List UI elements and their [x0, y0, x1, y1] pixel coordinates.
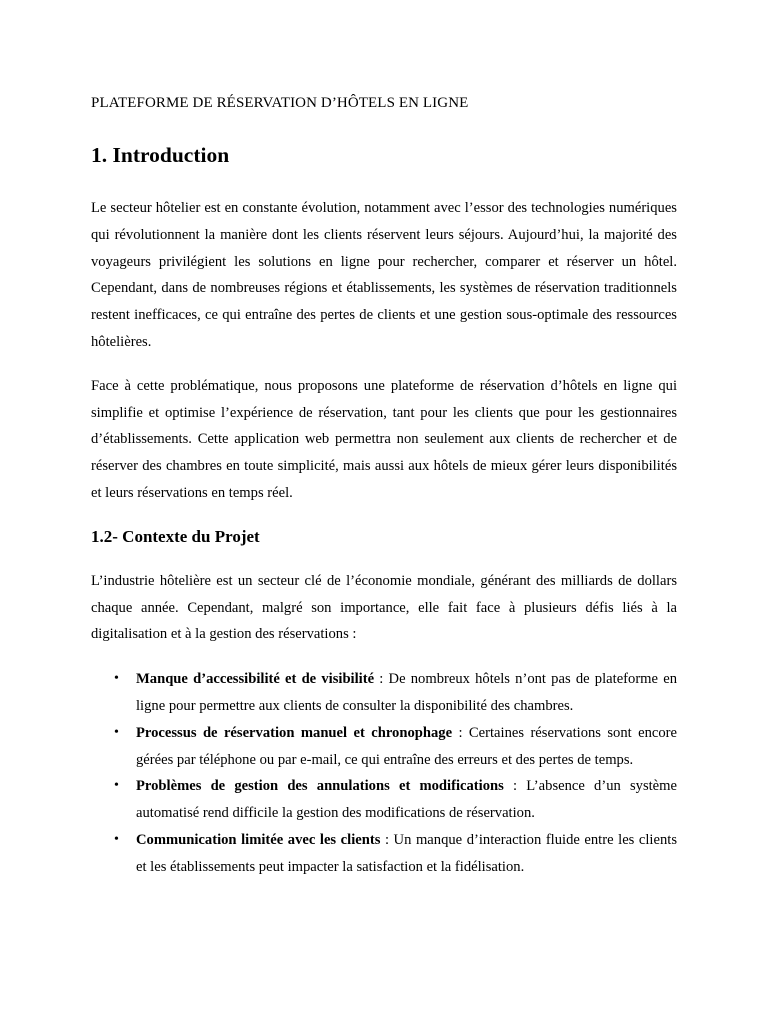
bullet-icon: • [114, 724, 119, 740]
section-heading-introduction: 1. Introduction [91, 143, 230, 167]
list-item [91, 773, 677, 827]
contexte-intro-paragraph: L’industrie hôtelière est un secteur clé de l’économie mondiale, générant des milliards de dollars chaque année. Cependant, malgré son importance, elle fait face à plusieurs défis liés à la digitalisation et à la gestion des réservations : [91, 572, 677, 643]
document-page [91, 92, 677, 881]
list-item-term: Problèmes de gestion des annulations et modifications [136, 778, 504, 795]
introduction-paragraph-1: Le secteur hôtelier est en constante évolution, notamment avec l’essor des technologies numériques qui révolutionnent la manière dont les clients réservent leurs séjours. Aujourd’hui, la majorité des voyageurs privilégient les solutions en ligne pour rechercher, comparer et réserver un hôtel. Cependant, dans de nombreuses régions et établissements, les systèmes de réservation traditionnels restent inefficaces, ce qui entraîne des pertes de clients et une gestion sous-optimale des ressources hôtelières. [91, 200, 677, 350]
introduction-paragraph-2: Face à cette problématique, nous proposons une plateforme de réservation d’hôtels en ligne qui simplifie et optimise l’expérience de réservation, tant pour les clients que pour les gestionnaires d’établissements. Cette application web permettra non seulement aux clients de rechercher et de réserver des chambres en toute simplicité, mais aussi aux hôtels de mieux gérer leurs disponibilités et leurs réservations en temps réel. [91, 377, 677, 501]
list-item-text: : L’absence d’un système automatisé rend difficile la gestion des modifications de réservation. [136, 778, 677, 822]
list-item-text: : Un manque d’interaction fluide entre les clients et les établissements peut impacter la satisfaction et la fidélisation. [136, 831, 677, 875]
bullet-icon: • [114, 831, 119, 847]
list-item-term: Communication limitée avec les clients [136, 831, 381, 848]
challenges-list [91, 666, 677, 880]
list-item [91, 720, 677, 774]
list-item-text: : De nombreux hôtels n’ont pas de plateforme en ligne pour permettre aux clients de consulter la disponibilité des chambres. [136, 671, 677, 714]
list-item [91, 666, 677, 720]
list-item-text: : Certaines réservations sont encore gérées par téléphone ou par e-mail, ce qui entraîne des erreurs et des pertes de temps. [136, 724, 677, 768]
bullet-icon: • [114, 671, 119, 687]
list-item-term: Processus de réservation manuel et chronophage [136, 724, 453, 741]
section-heading-contexte: 1.2- Contexte du Projet [91, 526, 260, 546]
document-title: PLATEFORME DE RÉSERVATION D’HÔTELS EN LIGNE [91, 95, 469, 111]
list-item-term: Manque d’accessibilité et de visibilité [136, 671, 375, 688]
bullet-icon: • [114, 778, 119, 794]
list-item [91, 827, 677, 881]
